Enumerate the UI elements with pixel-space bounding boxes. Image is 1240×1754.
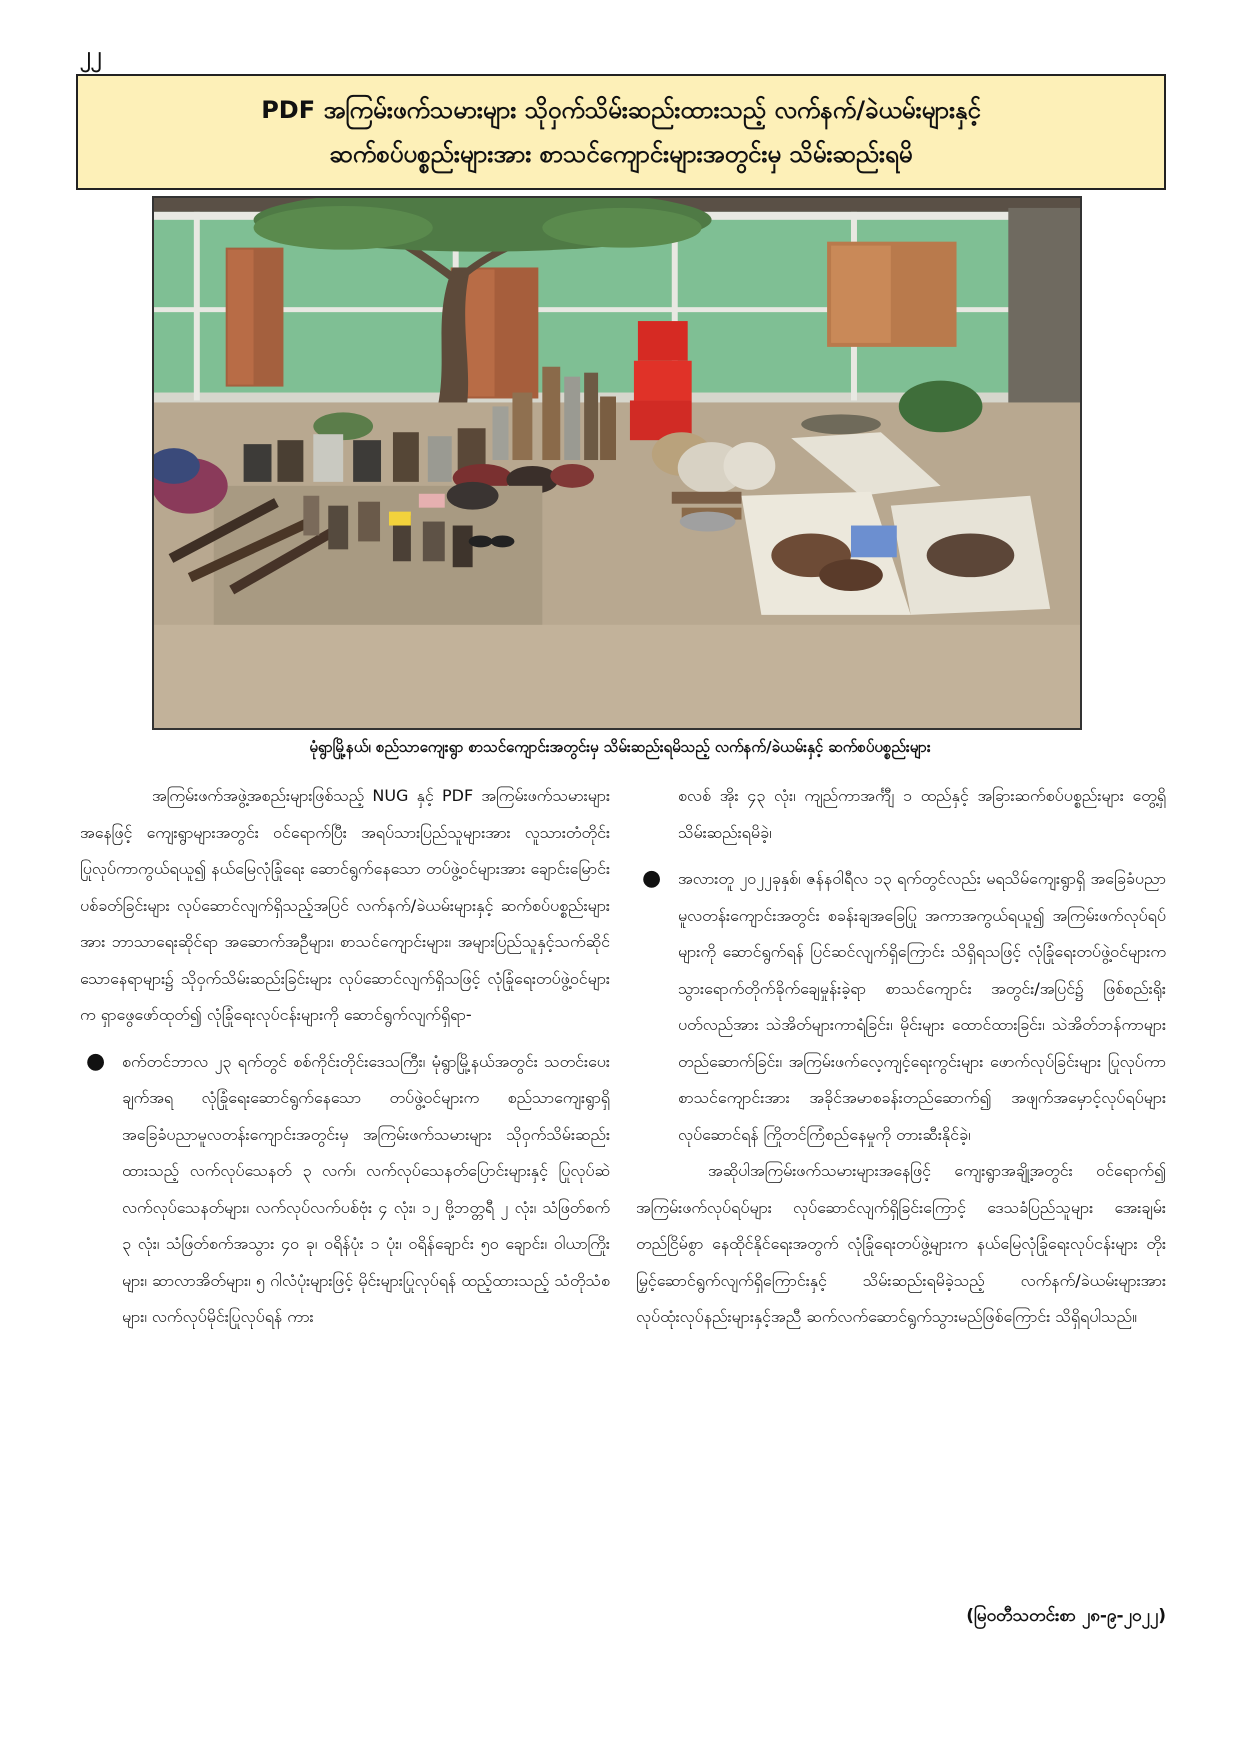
left-column: [80, 778, 610, 1336]
headline-line-1: PDF အကြမ်းဖက်သမားများ သိုဝှက်သိမ်းဆည်းထားသည့် လက်နက်/ခဲယမ်းများနှင့်: [261, 96, 981, 124]
intro-paragraph: အကြမ်းဖက်အဖွဲ့အစည်းများဖြစ်သည့် NUG နှင့် PDF အကြမ်းဖက်သမားများအနေဖြင့် ကျေးရွာများအတွင်း ဝင်ရောက်ပြီး အရပ်သားပြည်သူများအား လူသားတံတိုင်း ပြုလုပ်ကာကွယ်ရယူ၍ နယ်မြေလုံခြုံရေး ဆောင်ရွက်နေသော တပ်ဖွဲ့ဝင်များအား ချောင်းမြောင်းပစ်ခတ်ခြင်းများ လုပ်ဆောင်လျက်ရှိသည့်အပြင် လက်နက်/ခဲယမ်းများနှင့် ဆက်စပ်ပစ္စည်းများအား ဘာသာရေးဆိုင်ရာ အဆောက်အဦများ၊ စာသင်ကျောင်းများ၊ အများပြည်သူနှင့်သက်ဆိုင်သောနေရာများ၌ သိုဝှက်သိမ်းဆည်းခြင်းများ လုပ်ဆောင်လျက်ရှိသဖြင့် လုံခြုံရေးတပ်ဖွဲ့ဝင်များက ရှာဖွေဖော်ထုတ်၍ လုံခြုံရေးလုပ်ငန်းများကို ဆောင်ရွက်လျက်ရှိရာ-: [80, 786, 610, 1024]
bullet-1-text: စက်တင်ဘာလ ၂၃ ရက်တွင် စစ်ကိုင်းတိုင်းဒေသကြီး၊ မုံရွာမြို့နယ်အတွင်း သတင်းပေးချက်အရ လုံခြုံရေးဆောင်ရွက်နေသော တပ်ဖွဲ့ဝင်များက စည်သာကျေးရွာရှိ အခြေခံပညာမူလတန်းကျောင်းအတွင်းမှ အကြမ်းဖက်သမားများ သိုဝှက်သိမ်းဆည်းထားသည့် လက်လုပ်သေနတ် ၃ လက်၊ လက်လုပ်သေနတ်ပြောင်းများနှင့် ပြုလုပ်ဆဲလက်လုပ်သေနတ်များ၊ လက်လုပ်လက်ပစ်ဗုံး ၄ လုံး၊ ၁၂ ဗို့ဘတ္တရီ ၂ လုံး၊ သံဖြတ်စက် ၃ လုံး၊ သံဖြတ်စက်အသွား ၄၀ ခု၊ ဝရိန်ပုံး ၁ ပုံး၊ ဝရိန်ချောင်း ၅၀ ချောင်း၊ ဝါယာကြိုးများ၊ ဆာလာအိတ်များ၊ ၅ ဂါလံပုံးများဖြင့် မိုင်းများပြုလုပ်ရန် ထည့်ထားသည့် သံတိုသံစများ၊ လက်လုပ်မိုင်းပြုလုပ်ရန် ကား: [122, 1051, 610, 1326]
bullet-icon: ●: [86, 1048, 106, 1074]
bullet-item-1: [80, 1044, 610, 1336]
news-photo-illustration: [154, 198, 1080, 728]
headline-line-2: ဆက်စပ်ပစ္စည်းများအား စာသင်ကျောင်းများအတွင်းမှ သိမ်းဆည်းရမိ: [329, 140, 913, 168]
source-citation: (မြဝတီသတင်းစာ ၂၈-၉-၂၀၂၂): [966, 1606, 1166, 1626]
right-column: [636, 778, 1166, 1336]
continuation-paragraph: စလစ် အိုး ၄၃ လုံး၊ ကျည်ကာအင်္ကျီ ၁ ထည်နှင့် အခြားဆက်စပ်ပစ္စည်းများ တွေ့ရှိသိမ်းဆည်းရမိခဲ့၊: [678, 786, 1166, 842]
photo-caption: မုံရွာမြို့နယ်၊ စည်သာကျေးရွာ စာသင်ကျောင်းအတွင်းမှ သိမ်းဆည်းရမိသည့် လက်နက်/ခဲယမ်းနှင့် ဆက်စပ်ပစ္စည်းများ: [309, 738, 931, 756]
bullet-2-text: အလားတူ ၂၀၂၂ခုနှစ်၊ ဇန်နဝါရီလ ၁၃ ရက်တွင်လည်း မရသိမ်ကျေးရွာရှိ အခြေခံပညာမူလတန်းကျောင်းအတွင်း စခန်းချအခြေပြု အကာအကွယ်ရယူ၍ အကြမ်းဖက်လုပ်ရပ်များကို ဆောင်ရွက်ရန် ပြင်ဆင်လျက်ရှိကြောင်း သိရှိရသဖြင့် လုံခြုံရေးတပ်ဖွဲ့ဝင်များက သွားရောက်တိုက်ခိုက်ချေမှုန်းခဲ့ရာ စာသင်ကျောင်း အတွင်း/အပြင်၌ ဖြစ်စည်းရိုးပတ်လည်အား သဲအိတ်များကာရံခြင်း၊ မိုင်းများ ထောင်ထားခြင်း၊ သဲအိတ်ဘန်ကာများ တည်ဆောက်ခြင်း၊ အကြမ်းဖက်လေ့ကျင့်ရေးကွင်းများ ဖောက်လုပ်ခြင်းများ ပြုလုပ်ကာ စာသင်ကျောင်းအား အခိုင်အမာစခန်းတည်ဆောက်၍ အဖျက်အမှောင့်လုပ်ရပ်များ လုပ်ဆောင်ရန် ကြိုတင်ကြံစည်နေမှုကို တားဆီးနိုင်ခဲ့၊: [678, 869, 1166, 1144]
closing-paragraph: အဆိုပါအကြမ်းဖက်သမားများအနေဖြင့် ကျေးရွာအချို့အတွင်း ဝင်ရောက်၍ အကြမ်းဖက်လုပ်ရပ်များ လုပ်ဆောင်လျက်ရှိခြင်းကြောင့် ဒေသခံပြည်သူများ အေးချမ်းတည်ငြိမ်စွာ နေထိုင်နိုင်ရေးအတွက် လုံခြုံရေးတပ်ဖွဲ့များက နယ်မြေလုံခြုံရေးလုပ်ငန်းများ တိုးမြှင့်ဆောင်ရွက်လျက်ရှိကြောင်းနှင့် သိမ်းဆည်းရမိခဲ့သည့် လက်နက်/ခဲယမ်းများအား လုပ်ထုံးလုပ်နည်းများနှင့်အညီ ဆက်လက်ဆောင်ရွက်သွားမည်ဖြစ်ကြောင်း သိရှိရပါသည်။: [636, 1161, 1166, 1326]
bullet-item-2: [636, 861, 1166, 1153]
headline-box: [76, 74, 1166, 190]
bullet-icon: ●: [642, 866, 662, 891]
news-photo: [152, 196, 1082, 730]
page-number: ၂၂: [80, 43, 102, 68]
